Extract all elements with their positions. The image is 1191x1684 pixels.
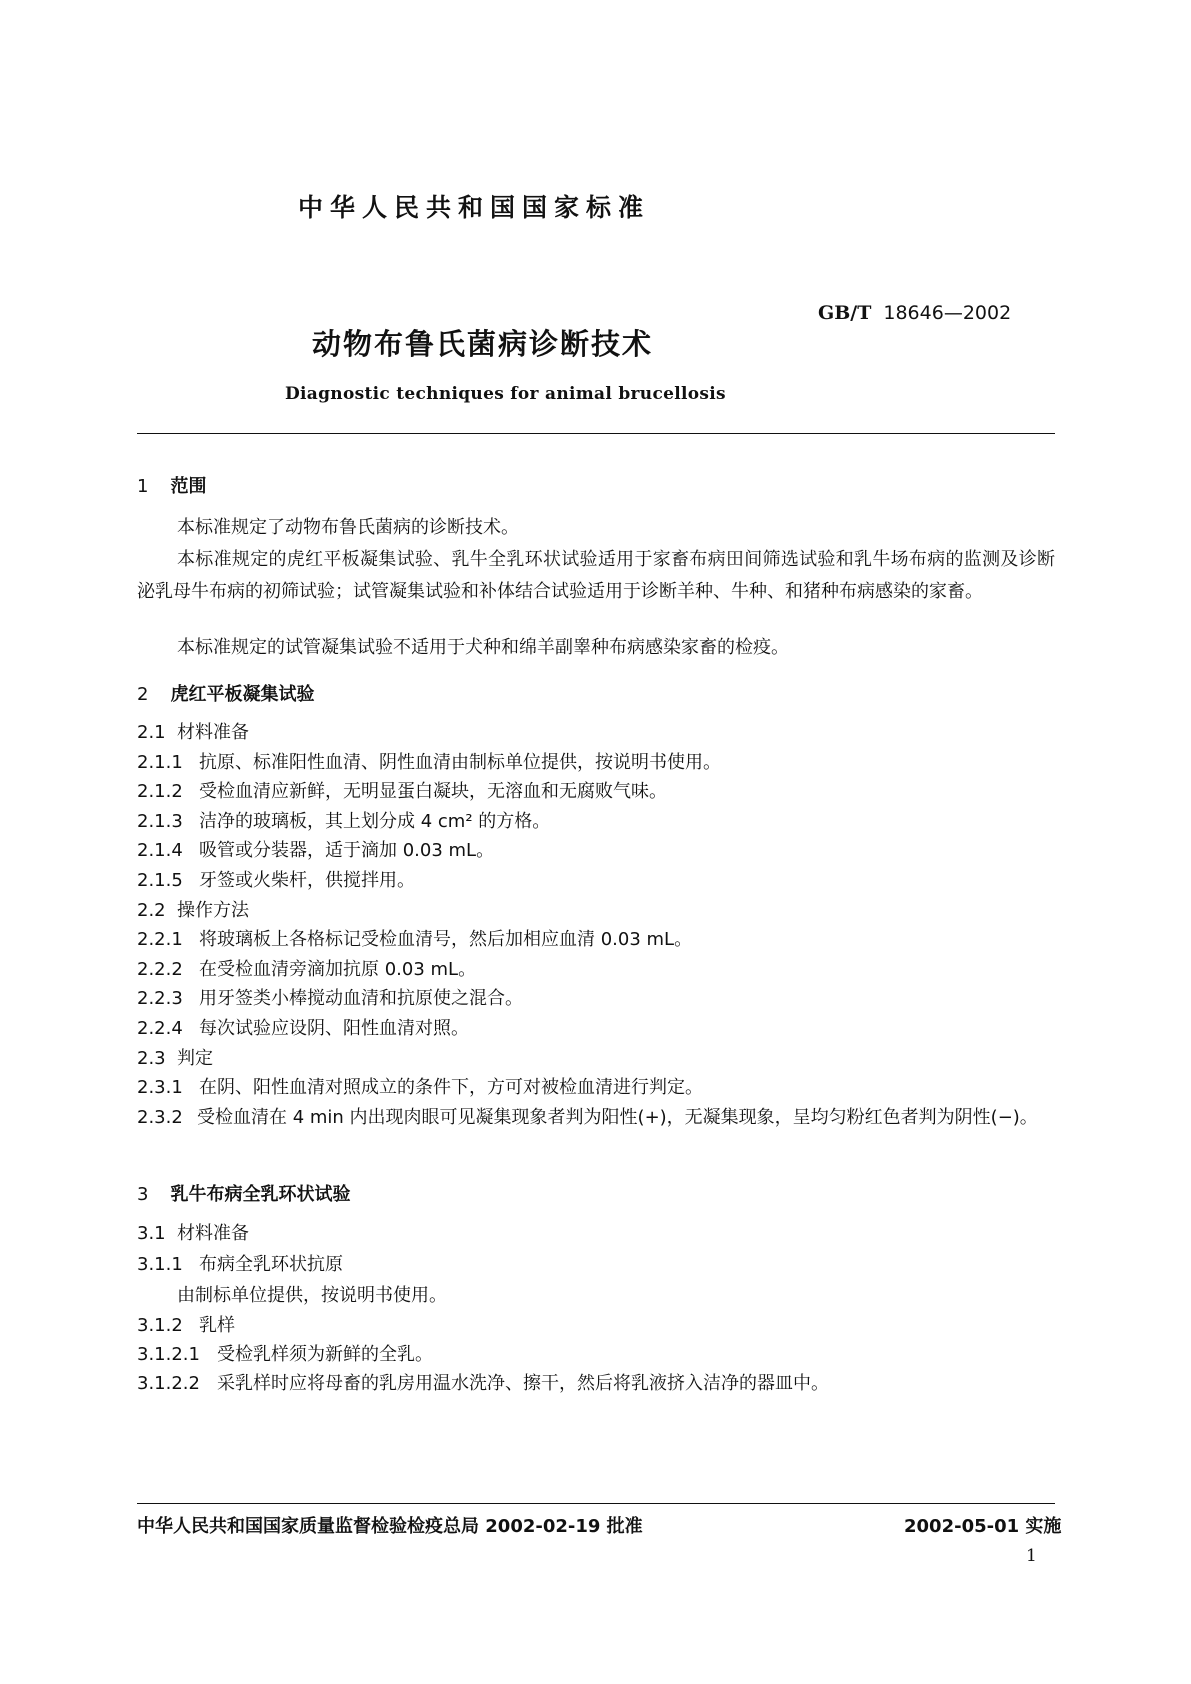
clause-number: 2.1.5 — [137, 870, 183, 891]
clause-number: 2.1.2 — [137, 781, 183, 803]
header-divider — [137, 433, 1055, 434]
clause-line — [137, 1072, 703, 1104]
clause-number: 2.1.4 — [137, 840, 183, 862]
clause-text: 每次试验应设阴、阳性血清对照。 — [199, 1018, 469, 1039]
section-heading-1 — [137, 472, 206, 498]
clause-text: 判定 — [177, 1047, 213, 1069]
clause-line — [137, 776, 667, 808]
clause-line — [137, 1339, 433, 1371]
clause-text: 吸管或分装器，适于滴加 0.03 mL。 — [199, 840, 495, 862]
clause-line — [137, 954, 476, 986]
clause-text: 采乳样时应将母畜的乳房用温水洗净、擦干，然后将乳液挤入洁净的器皿中。 — [217, 1373, 829, 1394]
clause-text: 乳样 — [199, 1315, 235, 1336]
section-number: 1 — [137, 476, 149, 497]
clause-line — [137, 1249, 343, 1281]
clause-number: 2.2 — [137, 899, 166, 921]
clause-line — [137, 865, 415, 897]
clause-line — [137, 1013, 469, 1045]
document-title-cn: 动物布鲁氏菌病诊断技术 — [312, 327, 654, 361]
clause-text: 在阴、阳性血清对照成立的条件下，方可对被检血清进行判定。 — [199, 1077, 703, 1099]
clause-line — [137, 983, 523, 1015]
clause-number: 3.1.2.2 — [137, 1373, 200, 1394]
clause-number: 2.1.1 — [137, 751, 183, 773]
clause-line — [137, 1218, 249, 1250]
clause-text: 受检血清在 4 min 内出现肉眼可见凝集现象者判为阳性(+)，无凝集现象，呈均匀粉红色者判为阴性(−)。 — [197, 1107, 1038, 1128]
section-title: 虎红平板凝集试验 — [170, 684, 315, 705]
clause-text: 抗原、标准阳性血清、阴性血清由制标单位提供，按说明书使用。 — [199, 751, 721, 773]
clause-number: 2.1.3 — [137, 810, 183, 832]
clause-text: 洁净的玻璃板，其上划分成 4 cm² 的方格。 — [199, 810, 551, 832]
clause-number: 2.3 — [137, 1047, 166, 1069]
national-standard-heading: 中华人民共和国国家标准 — [298, 193, 651, 222]
page-number: 1 — [1026, 1546, 1037, 1566]
clause-line — [137, 924, 692, 956]
clause-text: 将玻璃板上各格标记受检血清号，然后加相应血清 0.03 mL。 — [199, 929, 693, 951]
paragraph: 本标准规定的虎红平板凝集试验、乳牛全乳环状试验适用于家畜布病田间筛选试验和乳牛场布病的监测及诊断泌乳母牛布病的初筛试验；试管凝集试验和补体结合试验适用于诊断羊种、牛种、和猪种布病感染的家畜。 — [137, 549, 1055, 602]
clause-line — [137, 806, 550, 838]
clause-2-3-2 — [137, 1102, 1055, 1134]
clause-text: 受检血清应新鲜，无明显蛋白凝块，无溶血和无腐败气味。 — [199, 781, 667, 803]
clause-number: 2.2.4 — [137, 1018, 183, 1039]
document-title-en: Diagnostic techniques for animal brucellosis — [285, 384, 726, 404]
clause-line — [137, 835, 494, 867]
clause-text: 材料准备 — [177, 722, 249, 743]
paragraph: 本标准规定了动物布鲁氏菌病的诊断技术。 — [177, 517, 519, 538]
section-number: 2 — [137, 684, 149, 705]
section-heading-3 — [137, 1180, 350, 1206]
clause-number: 2.1 — [137, 722, 166, 743]
clause-number: 3.1.1 — [137, 1254, 183, 1275]
clause-line — [137, 717, 249, 749]
clause-number: 3.1.2 — [137, 1315, 183, 1336]
standard-code-number: 18646—2002 — [883, 302, 1012, 324]
clause-line — [137, 895, 249, 927]
clause-number: 2.3.2 — [137, 1107, 183, 1128]
clause-text: 材料准备 — [177, 1223, 249, 1244]
clause-text: 用牙签类小棒搅动血清和抗原使之混合。 — [199, 988, 523, 1010]
paragraph: 本标准规定的试管凝集试验不适用于犬种和绵羊副睾种布病感染家畜的检疫。 — [177, 637, 789, 658]
clause-line — [137, 747, 721, 779]
standard-code — [818, 302, 1011, 324]
footer-divider — [137, 1503, 1055, 1504]
clause-number: 2.2.1 — [137, 929, 183, 951]
section-title: 乳牛布病全乳环状试验 — [170, 1184, 351, 1205]
clause-text: 操作方法 — [177, 899, 249, 921]
section-title: 范围 — [170, 476, 207, 497]
clause-number: 3.1.2.1 — [137, 1344, 200, 1365]
section-heading-2 — [137, 680, 314, 706]
clause-line — [137, 1368, 829, 1400]
clause-number: 3.1 — [137, 1223, 166, 1244]
section-number: 3 — [137, 1184, 149, 1205]
clause-number: 2.3.1 — [137, 1077, 183, 1099]
effective-date: 2002-05-01 实施 — [904, 1516, 1062, 1537]
clause-number: 2.2.3 — [137, 988, 183, 1010]
clause-number: 2.2.2 — [137, 958, 183, 980]
standard-code-prefix: GB/T — [818, 302, 872, 324]
clause-line — [137, 1043, 213, 1075]
issuance-note: 中华人民共和国国家质量监督检验检疫总局 2002-02-19 批准 — [137, 1516, 643, 1537]
clause-text: 牙签或火柴杆，供搅拌用。 — [199, 870, 415, 891]
clause-text: 在受检血清旁滴加抗原 0.03 mL。 — [199, 958, 477, 980]
clause-3-1-1-body: 由制标单位提供，按说明书使用。 — [177, 1285, 447, 1306]
clause-line — [137, 1310, 235, 1342]
clause-text: 受检乳样须为新鲜的全乳。 — [217, 1344, 433, 1365]
clause-text: 布病全乳环状抗原 — [199, 1254, 343, 1275]
